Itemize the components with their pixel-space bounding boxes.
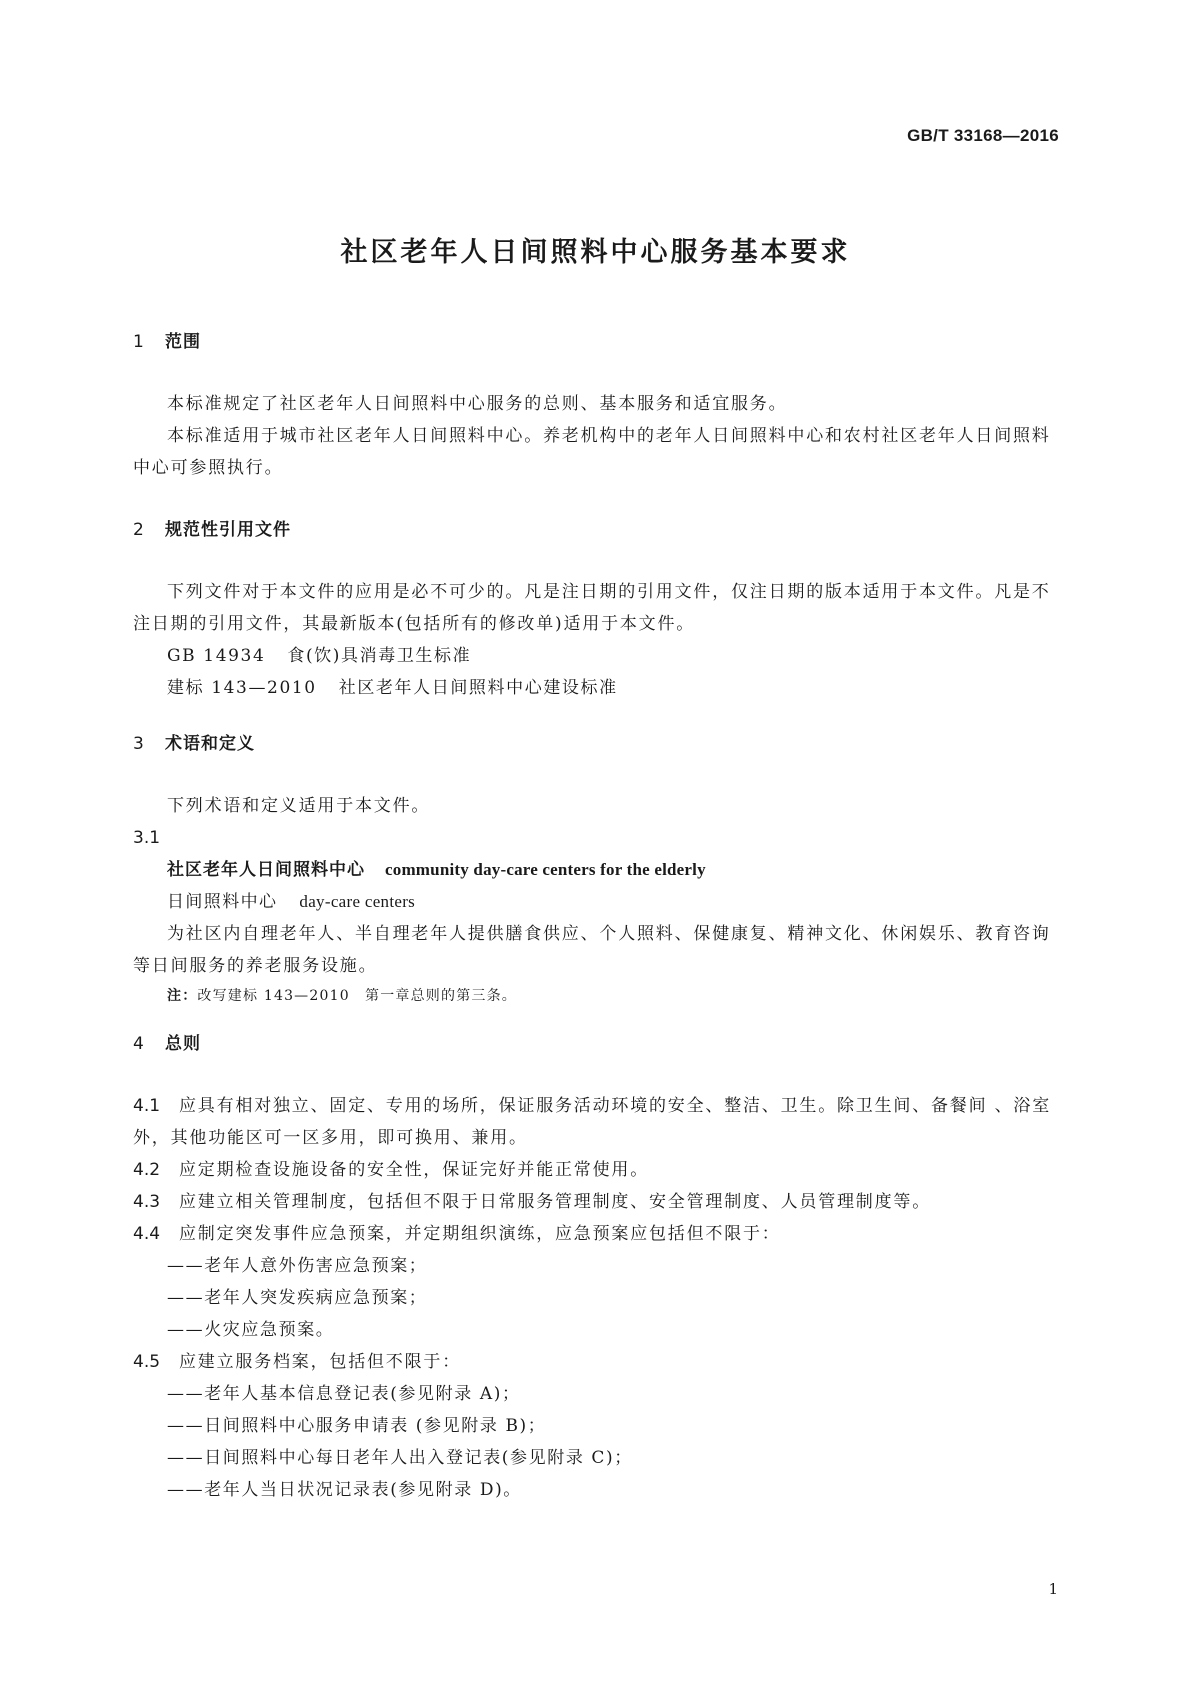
clause-text: 应制定突发事件应急预案，并定期组织演练，应急预案应包括但不限于：: [179, 1224, 781, 1244]
clause-number: 4.4: [133, 1224, 161, 1244]
section-title: 术语和定义: [165, 734, 255, 754]
section-title: 规范性引用文件: [165, 520, 291, 540]
section-heading-terms: [133, 732, 1059, 756]
term-note: [133, 982, 1059, 1010]
section-title: 范围: [165, 332, 201, 352]
list-item: ——老年人突发疾病应急预案；: [167, 1288, 428, 1308]
list-item: ——老年人意外伤害应急预案；: [167, 1256, 428, 1276]
reference-code: 建标 143—2010: [167, 678, 317, 698]
synonym-english: day-care centers: [299, 892, 416, 911]
section-number: 3: [133, 734, 145, 754]
term-number: 3.1: [133, 828, 161, 848]
section-title: 总则: [165, 1034, 201, 1054]
term-entry: [133, 854, 1059, 886]
document-title: 社区老年人日间照料中心服务基本要求: [340, 237, 851, 268]
paragraph: 本标准适用于城市社区老年人日间照料中心。养老机构中的老年人日间照料中心和农村社区老年人日间照料中心可参照执行。: [133, 426, 1051, 478]
clause-4-2: [133, 1154, 1059, 1186]
clause-number: 4.3: [133, 1192, 161, 1212]
list-item: ——火灾应急预案。: [167, 1320, 335, 1340]
clause-4-1: [133, 1090, 1059, 1154]
clause-4-3: [133, 1186, 1059, 1218]
list-item: ——老年人基本信息登记表(参见附录 A)；: [167, 1384, 521, 1404]
note-label: 注：: [167, 988, 198, 1004]
reference-item: [133, 640, 1059, 672]
paragraph: 下列术语和定义适用于本文件。: [167, 796, 431, 816]
section-heading-scope: [133, 330, 1059, 354]
reference-name: 社区老年人日间照料中心建设标准: [338, 678, 618, 698]
standard-code: GB/T 33168—2016: [907, 126, 1059, 145]
section-number: 1: [133, 332, 145, 352]
clause-4-4: [133, 1218, 1059, 1250]
clause-number: 4.2: [133, 1160, 161, 1180]
clause-text: 应定期检查设施设备的安全性，保证完好并能正常使用。: [179, 1160, 649, 1180]
document-body: [133, 330, 1059, 1506]
term-chinese: 社区老年人日间照料中心: [167, 860, 365, 880]
section-number: 2: [133, 520, 145, 540]
synonym-chinese: 日间照料中心: [167, 892, 278, 912]
paragraph: 下列文件对于本文件的应用是必不可少的。凡是注日期的引用文件，仅注日期的版本适用于本文件。凡是不注日期的引用文件，其最新版本(包括所有的修改单)适用于本文件。: [133, 582, 1051, 634]
reference-item: [133, 672, 1059, 704]
list-item: ——日间照料中心每日老年人出入登记表(参见附录 C)；: [167, 1448, 633, 1468]
clause-number: 4.5: [133, 1352, 161, 1372]
term-english: community day-care centers for the elderly: [385, 860, 706, 879]
clause-text: 应具有相对独立、固定、专用的场所，保证服务活动环境的安全、整洁、卫生。除卫生间、备餐间 、浴室外，其他功能区可一区多用，即可换用、兼用。: [133, 1096, 1052, 1148]
page-number: 1: [1048, 1580, 1058, 1598]
list-item: ——老年人当日状况记录表(参见附录 D)。: [167, 1480, 522, 1500]
section-heading-normative-references: [133, 518, 1059, 542]
note-text: 改写建标 143—2010 第一章总则的第三条。: [197, 988, 518, 1004]
list-item: ——日间照料中心服务申请表 (参见附录 B)；: [167, 1416, 547, 1436]
clause-4-5: [133, 1346, 1059, 1378]
clause-text: 应建立服务档案，包括但不限于：: [179, 1352, 461, 1372]
term-definition: 为社区内自理老年人、半自理老年人提供膳食供应、个人照料、保健康复、精神文化、休闲娱乐、教育咨询等日间服务的养老服务设施。: [133, 924, 1051, 976]
section-number: 4: [133, 1034, 145, 1054]
paragraph: 本标准规定了社区老年人日间照料中心服务的总则、基本服务和适宜服务。: [167, 394, 788, 414]
section-heading-general: [133, 1032, 1059, 1056]
reference-code: GB 14934: [167, 646, 266, 666]
reference-name: 食(饮)具消毒卫生标准: [287, 646, 472, 666]
clause-text: 应建立相关管理制度，包括但不限于日常服务管理制度、安全管理制度、人员管理制度等。: [179, 1192, 931, 1212]
clause-number: 4.1: [133, 1096, 161, 1116]
term-synonym: [133, 886, 1059, 918]
